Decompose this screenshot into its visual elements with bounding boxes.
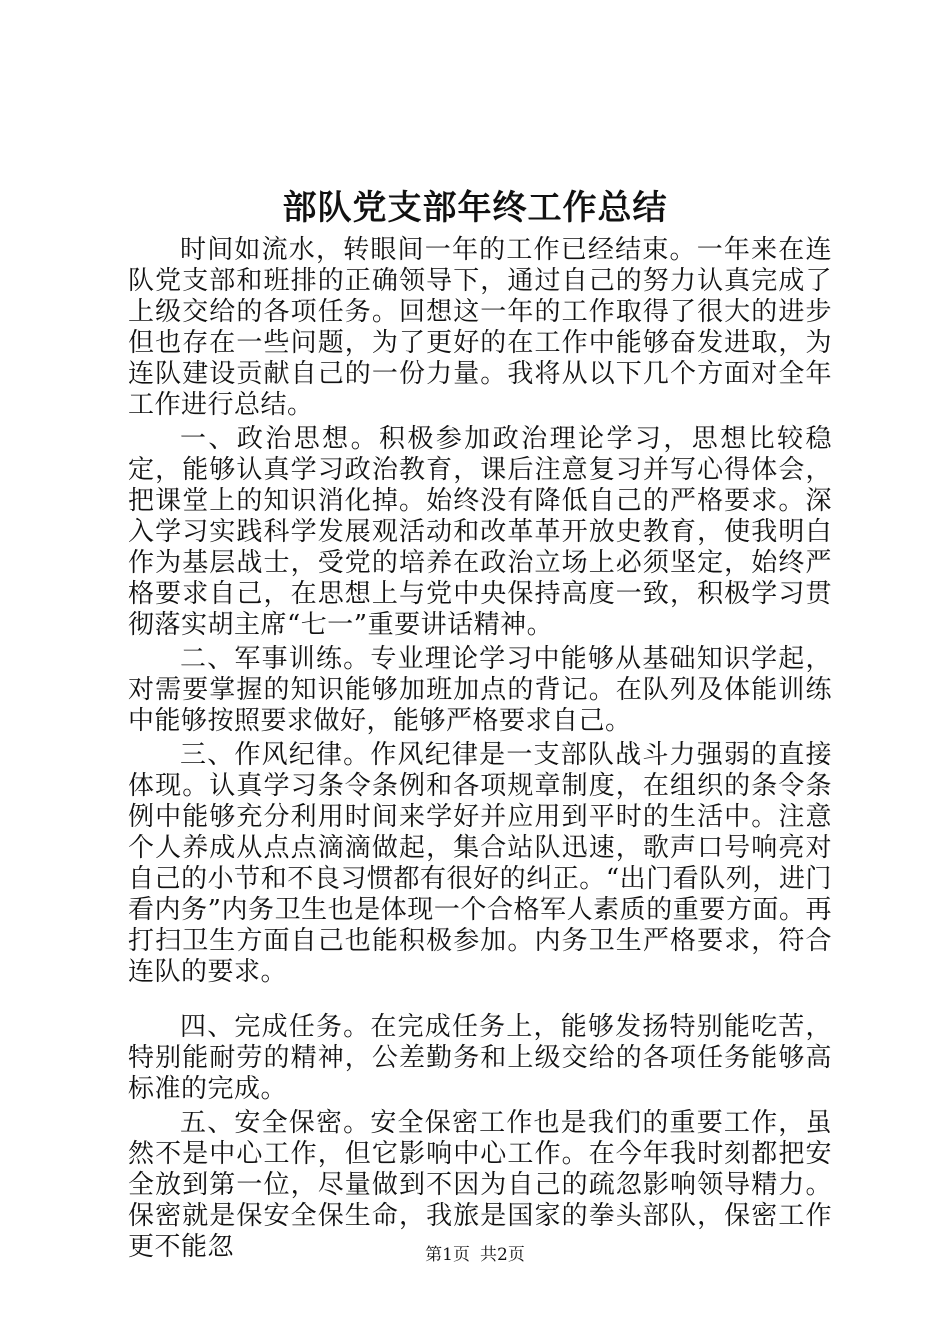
paragraph-discipline: 三、作风纪律。作风纪律是一支部队战斗力强弱的直接体现。认真学习条令条例和各项规章制度，在组织的条令条例中能够充分利用时间来学好并应用到平时的生活中。注意个人养成从点点滴滴做起，集合站队迅速，歌声口号响亮对自己的小节和不良习惯都有很好的纠正。“出门看队列，进门看内务”内务卫生也是体现一个合格军人素质的重要方面。再打扫卫生方面自己也能积极参加。内务卫生严格要求，符合连队的要求。 [128, 740, 832, 987]
paragraph-political-thought: 一、政治思想。积极参加政治理论学习，思想比较稳定，能够认真学习政治教育，课后注意复习并写心得体会，把课堂上的知识消化掉。始终没有降低自己的严格要求。深入学习实践科学发展观活动和改革革开放史教育，使我明白作为基层战士，受党的培养在政治立场上必须坚定，始终严格要求自己，在思想上与党中央保持高度一致，积极学习贯彻落实胡主席“七一”重要讲话精神。 [128, 424, 832, 640]
page-footer [0, 1244, 950, 1266]
paragraph-intro: 时间如流水，转眼间一年的工作已经结束。一年来在连队党支部和班排的正确领导下，通过自己的努力认真完成了上级交给的各项任务。回想这一年的工作取得了很大的进步但也存在一些问题，为了更好的在工作中能够奋发进取，为连队建设贡献自己的一份力量。我将从以下几个方面对全年工作进行总结。 [128, 235, 832, 420]
paragraph-military-training: 二、军事训练。专业理论学习中能够从基础知识学起，对需要掌握的知识能够加班加点的背记。在队列及体能训练中能够按照要求做好，能够严格要求自己。 [128, 644, 832, 736]
document-title: 部队党支部年终工作总结 [282, 188, 668, 228]
document-body [128, 235, 832, 1263]
paragraph-security: 五、安全保密。安全保密工作也是我们的重要工作，虽然不是中心工作，但它影响中心工作。在今年我时刻都把安全放到第一位，尽量做到不因为自己的疏忽影响领导精力。保密就是保安全保生命，我旅是国家的拳头部队，保密工作更不能忽 [128, 1108, 832, 1262]
paragraph-tasks: 四、完成任务。在完成任务上，能够发扬特别能吃苦，特别能耐劳的精神，公差勤务和上级交给的各项任务能够高标准的完成。 [128, 1012, 832, 1104]
page-number: 第1页 [425, 1245, 470, 1265]
page-total: 共2页 [480, 1245, 525, 1265]
